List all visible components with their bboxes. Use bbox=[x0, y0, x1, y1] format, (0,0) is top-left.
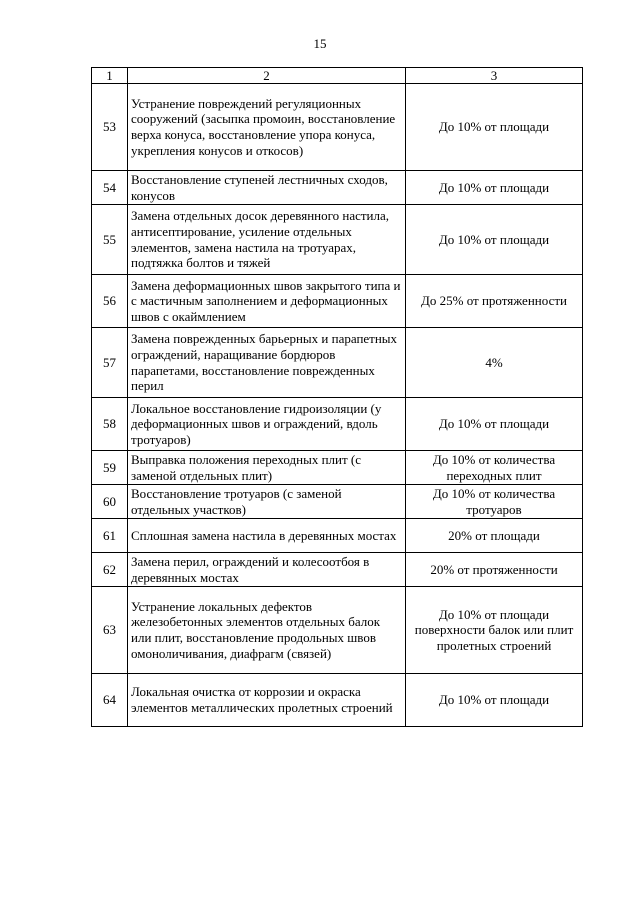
work-description: Устранение локальных дефектов железобетонных элементов отдельных балок или плит, восстановление продольных швов омоноличивания, диафрагм (связей) bbox=[128, 587, 406, 674]
work-description: Замена поврежденных барьерных и парапетных ограждений, наращивание бордюров парапетами, восстановление поврежденных перил bbox=[128, 328, 406, 398]
row-number: 57 bbox=[92, 328, 128, 398]
table-header-row bbox=[92, 68, 583, 84]
column-header-3: 3 bbox=[406, 68, 583, 84]
row-number: 58 bbox=[92, 398, 128, 451]
work-volume: До 10% от площади bbox=[406, 398, 583, 451]
work-description: Замена перил, ограждений и колесоотбоя в деревянных мостах bbox=[128, 553, 406, 587]
row-number: 55 bbox=[92, 205, 128, 275]
table-row bbox=[92, 674, 583, 727]
table-row bbox=[92, 519, 583, 553]
column-header-2: 2 bbox=[128, 68, 406, 84]
table-row bbox=[92, 485, 583, 519]
work-volume: До 10% от площади bbox=[406, 171, 583, 205]
row-number: 54 bbox=[92, 171, 128, 205]
work-volume: До 10% от площади bbox=[406, 205, 583, 275]
table-row bbox=[92, 398, 583, 451]
work-volume: 20% от площади bbox=[406, 519, 583, 553]
row-number: 53 bbox=[92, 84, 128, 171]
work-volume: До 10% от площади bbox=[406, 84, 583, 171]
work-volume: До 10% от площади поверхности балок или плит пролетных строений bbox=[406, 587, 583, 674]
works-table bbox=[91, 67, 583, 727]
page-number: 15 bbox=[313, 36, 327, 51]
row-number: 64 bbox=[92, 674, 128, 727]
work-volume: 4% bbox=[406, 328, 583, 398]
table-row bbox=[92, 587, 583, 674]
table-row bbox=[92, 451, 583, 485]
table-row bbox=[92, 553, 583, 587]
work-description: Устранение повреждений регуляционных сооружений (засыпка промоин, восстановление верха конуса, восстановление упора конуса, укрепления конусов и откосов) bbox=[128, 84, 406, 171]
table-row bbox=[92, 328, 583, 398]
column-header-1: 1 bbox=[92, 68, 128, 84]
work-description: Выправка положения переходных плит (с заменой отдельных плит) bbox=[128, 451, 406, 485]
row-number: 60 bbox=[92, 485, 128, 519]
table-row bbox=[92, 171, 583, 205]
work-description: Восстановление тротуаров (с заменой отдельных участков) bbox=[128, 485, 406, 519]
work-description: Локальная очистка от коррозии и окраска элементов металлических пролетных строений bbox=[128, 674, 406, 727]
row-number: 62 bbox=[92, 553, 128, 587]
table-row bbox=[92, 84, 583, 171]
work-description: Сплошная замена настила в деревянных мостах bbox=[128, 519, 406, 553]
work-description: Замена отдельных досок деревянного настила, антисептирование, усиление отдельных элементов, замена настила на тротуарах, подтяжка болтов и тяжей bbox=[128, 205, 406, 275]
row-number: 56 bbox=[92, 275, 128, 328]
work-volume: 20% от протяженности bbox=[406, 553, 583, 587]
work-volume: До 25% от протяженности bbox=[406, 275, 583, 328]
work-volume: До 10% от площади bbox=[406, 674, 583, 727]
row-number: 63 bbox=[92, 587, 128, 674]
work-volume: До 10% от количества переходных плит bbox=[406, 451, 583, 485]
table-row bbox=[92, 275, 583, 328]
table-row bbox=[92, 205, 583, 275]
work-description: Восстановление ступеней лестничных сходов, конусов bbox=[128, 171, 406, 205]
row-number: 59 bbox=[92, 451, 128, 485]
work-description: Локальное восстановление гидроизоляции (у деформационных швов и ограждений, вдоль тротуаров) bbox=[128, 398, 406, 451]
row-number: 61 bbox=[92, 519, 128, 553]
work-volume: До 10% от количества тротуаров bbox=[406, 485, 583, 519]
work-description: Замена деформационных швов закрытого типа и с мастичным заполнением и деформационных швов с окаймлением bbox=[128, 275, 406, 328]
